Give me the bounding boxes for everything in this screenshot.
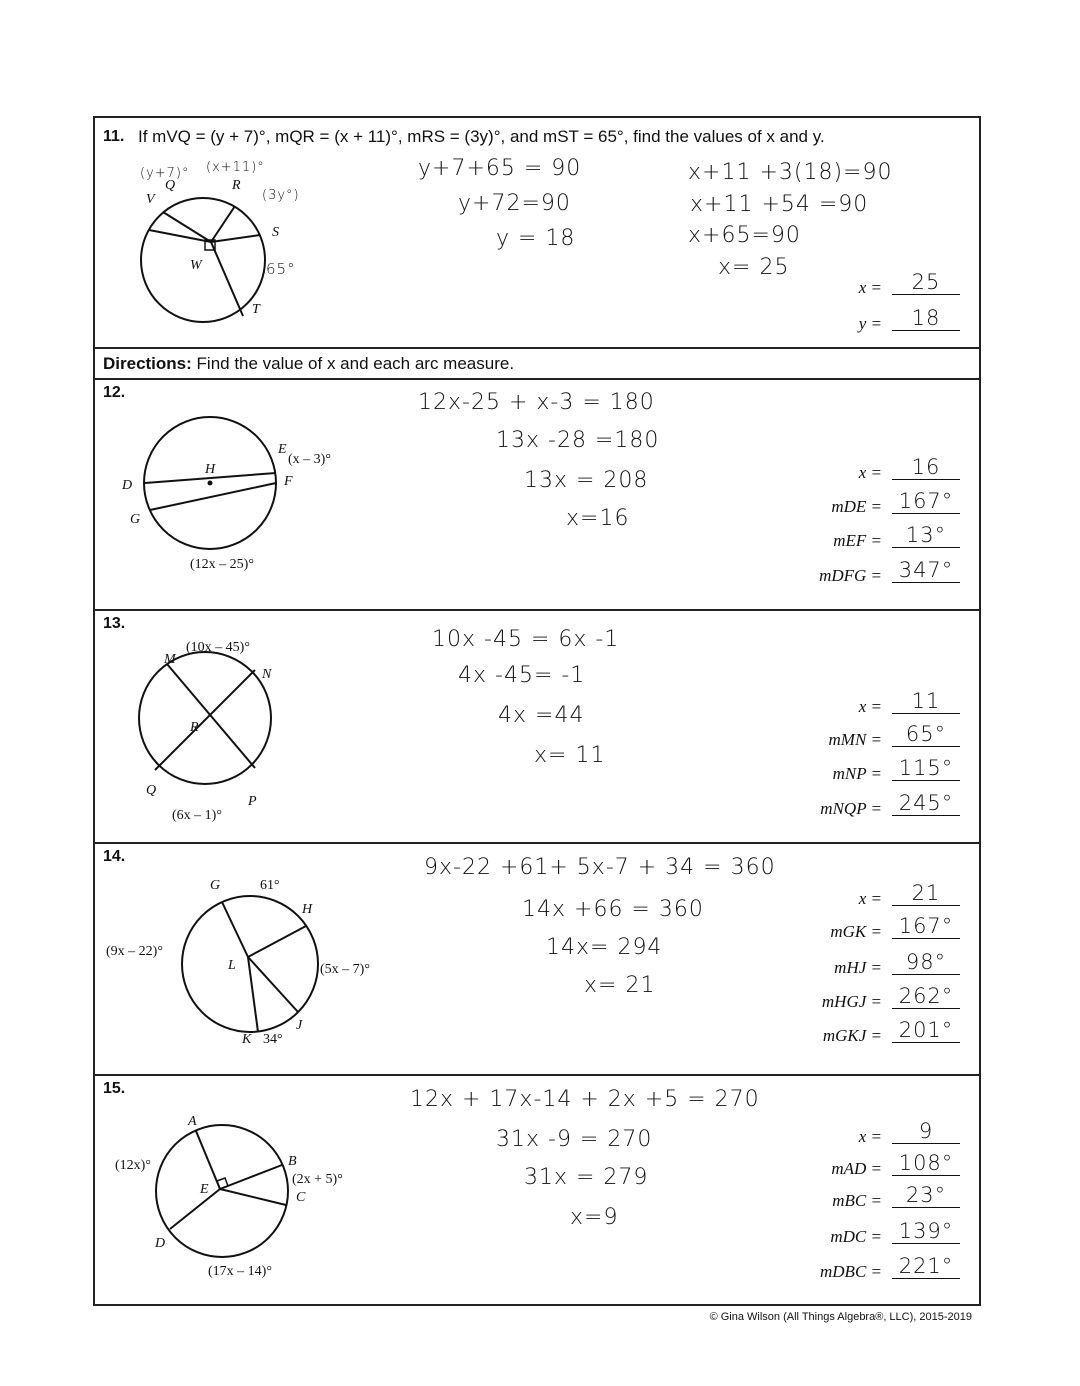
circle-figure-12 <box>130 415 310 565</box>
work-line: 9x-22 +61+ 5x-7 + 34 = 360 <box>424 855 776 880</box>
answer-label: mEF = <box>833 531 882 550</box>
answer-value: 13° <box>892 523 960 548</box>
work-line: y+72=90 <box>458 191 571 216</box>
answer-label: mHGJ = <box>821 992 882 1011</box>
answer-label: mGKJ = <box>822 1026 882 1045</box>
point-c-label: C <box>296 1190 306 1205</box>
point-h-label: H <box>302 902 313 917</box>
answer-label: mAD = <box>831 1159 882 1178</box>
point-b-label: B <box>288 1154 297 1169</box>
answer-value: 9 <box>892 1119 960 1144</box>
divider <box>93 842 981 844</box>
point-d-label: D <box>155 1236 166 1251</box>
work-line: 4x =44 <box>498 703 585 728</box>
point-r-label: R <box>232 178 241 193</box>
point-m-label: M <box>164 652 176 667</box>
answer-value: 11 <box>892 689 960 714</box>
work-line: 12x + 17x-14 + 2x +5 = 270 <box>410 1087 760 1112</box>
problem-14-number: 14. <box>103 848 126 865</box>
work-line: 31x -9 = 270 <box>496 1127 653 1152</box>
answer-value: 262° <box>892 984 960 1009</box>
point-a-label: A <box>188 1114 197 1129</box>
work-line: y = 18 <box>496 226 576 251</box>
arc-qp-label: (6x – 1)° <box>172 808 222 823</box>
answer-value: 65° <box>892 722 960 747</box>
answer-label: x = <box>858 889 882 908</box>
work-line: 10x -45 = 6x -1 <box>432 627 620 652</box>
answer-value: 347° <box>892 558 960 583</box>
problem-15-number: 15. <box>103 1080 126 1097</box>
answer-label: x = <box>858 463 882 482</box>
answer-label: mMN = <box>828 730 882 749</box>
answer-value: 25 <box>892 270 960 295</box>
arc-right-label: (5x – 7)° <box>320 962 370 977</box>
work-line: 31x = 279 <box>524 1165 649 1190</box>
center-e-label: E <box>200 1182 209 1197</box>
work-line: x+11 +3(18)=90 <box>688 160 893 185</box>
work-line: 13x = 208 <box>524 468 649 493</box>
copyright-notice: © Gina Wilson (All Things Algebra®, LLC), 2015-2019 <box>709 1311 972 1323</box>
work-line: y+7+65 = 90 <box>418 156 582 181</box>
answer-value: 245° <box>892 791 960 816</box>
point-s-label: S <box>272 225 279 240</box>
point-t-label: T <box>252 302 260 317</box>
problem-11-statement: If mVQ = (y + 7)°, mQR = (x + 11)°, mRS = (3y)°, and mST = 65°, find the values of x and y. <box>138 127 825 146</box>
arc-bc-label: (2x + 5)° <box>292 1172 343 1187</box>
work-line: 14x= 294 <box>546 935 663 960</box>
arc-kj-label: 34° <box>263 1032 283 1047</box>
point-q-label: Q <box>146 783 157 798</box>
circle-figure-15 <box>150 1125 300 1265</box>
point-e-label: E <box>278 442 287 457</box>
answer-label: x = <box>858 1127 882 1146</box>
point-d-label: D <box>122 478 133 493</box>
work-line: x= 25 <box>718 255 790 280</box>
problem-13-number: 13. <box>103 615 126 632</box>
point-p-label: P <box>248 794 257 809</box>
point-q-label: Q <box>165 178 176 193</box>
answer-value: 221° <box>892 1254 960 1279</box>
answer-label: x = <box>858 278 882 297</box>
work-line: 14x +66 = 360 <box>522 897 704 922</box>
work-line: 13x -28 =180 <box>496 428 660 453</box>
answer-value: 18 <box>892 306 960 331</box>
arc-mn-label: (10x – 45)° <box>186 640 250 655</box>
problem-12-number: 12. <box>103 384 126 401</box>
arc-dc-label: (17x – 14)° <box>208 1264 272 1279</box>
arc-dg-label: (12x – 25)° <box>190 557 254 572</box>
answer-value: 115° <box>892 756 960 781</box>
work-line: x= 21 <box>584 973 656 998</box>
answer-value: 98° <box>892 950 960 975</box>
answer-label: mNP = <box>832 764 882 783</box>
answer-label: mBC = <box>832 1191 882 1210</box>
center-h-label: H <box>205 462 216 477</box>
work-line: 4x -45= -1 <box>458 663 586 688</box>
center-l-label: L <box>228 958 236 973</box>
answer-value: 201° <box>892 1018 960 1043</box>
work-line: x=16 <box>566 506 630 531</box>
center-r-label: R <box>190 720 199 735</box>
answer-label: x = <box>858 697 882 716</box>
work-line: x= 11 <box>534 743 606 768</box>
directions-text: Find the value of x and each arc measure. <box>196 354 515 373</box>
answer-value: 167° <box>892 914 960 939</box>
answer-label: y = <box>858 314 882 333</box>
directions <box>103 354 514 374</box>
point-k-label: K <box>242 1032 252 1047</box>
answer-value: 108° <box>892 1151 960 1176</box>
arc-vq-handwritten: (y+7)° <box>140 166 190 181</box>
answer-value: 21 <box>892 881 960 906</box>
answer-value: 16 <box>892 455 960 480</box>
arc-st-handwritten: 65° <box>266 260 296 278</box>
divider <box>93 609 981 611</box>
arc-qr-handwritten: (x+11)° <box>206 160 265 175</box>
divider <box>93 347 981 349</box>
point-f-label: F <box>284 474 293 489</box>
answer-label: mNQP = <box>820 799 882 818</box>
arc-rs-handwritten: (3y°) <box>262 188 300 203</box>
answer-label: mDFG = <box>819 566 882 585</box>
problem-11-number: 11. <box>103 128 125 145</box>
center-w-label: W <box>190 258 202 273</box>
answer-value: 139° <box>892 1219 960 1244</box>
answer-value: 167° <box>892 489 960 514</box>
arc-ad-label: (12x)° <box>115 1158 151 1173</box>
answer-label: mDBC = <box>820 1262 882 1281</box>
point-n-label: N <box>262 667 272 682</box>
answer-value: 23° <box>892 1183 960 1208</box>
work-line: x+11 +54 =90 <box>690 192 869 217</box>
point-g-label: G <box>130 512 141 527</box>
answer-label: mHJ = <box>834 958 882 977</box>
answer-label: mDC = <box>830 1227 882 1246</box>
directions-heading: Directions: <box>103 354 192 373</box>
divider <box>93 378 981 380</box>
work-line: x+65=90 <box>688 223 801 248</box>
point-j-label: J <box>296 1018 303 1033</box>
answer-label: mGK = <box>830 922 882 941</box>
arc-ef-label: (x – 3)° <box>288 452 331 467</box>
arc-gh-label: 61° <box>260 878 280 893</box>
answer-label: mDE = <box>831 497 882 516</box>
point-g-label: G <box>210 878 221 893</box>
arc-left-label: (9x – 22)° <box>106 944 163 959</box>
point-v-label: V <box>146 192 155 207</box>
divider <box>93 1074 981 1076</box>
work-line: x=9 <box>570 1205 619 1230</box>
work-line: 12x-25 + x-3 = 180 <box>418 390 655 415</box>
